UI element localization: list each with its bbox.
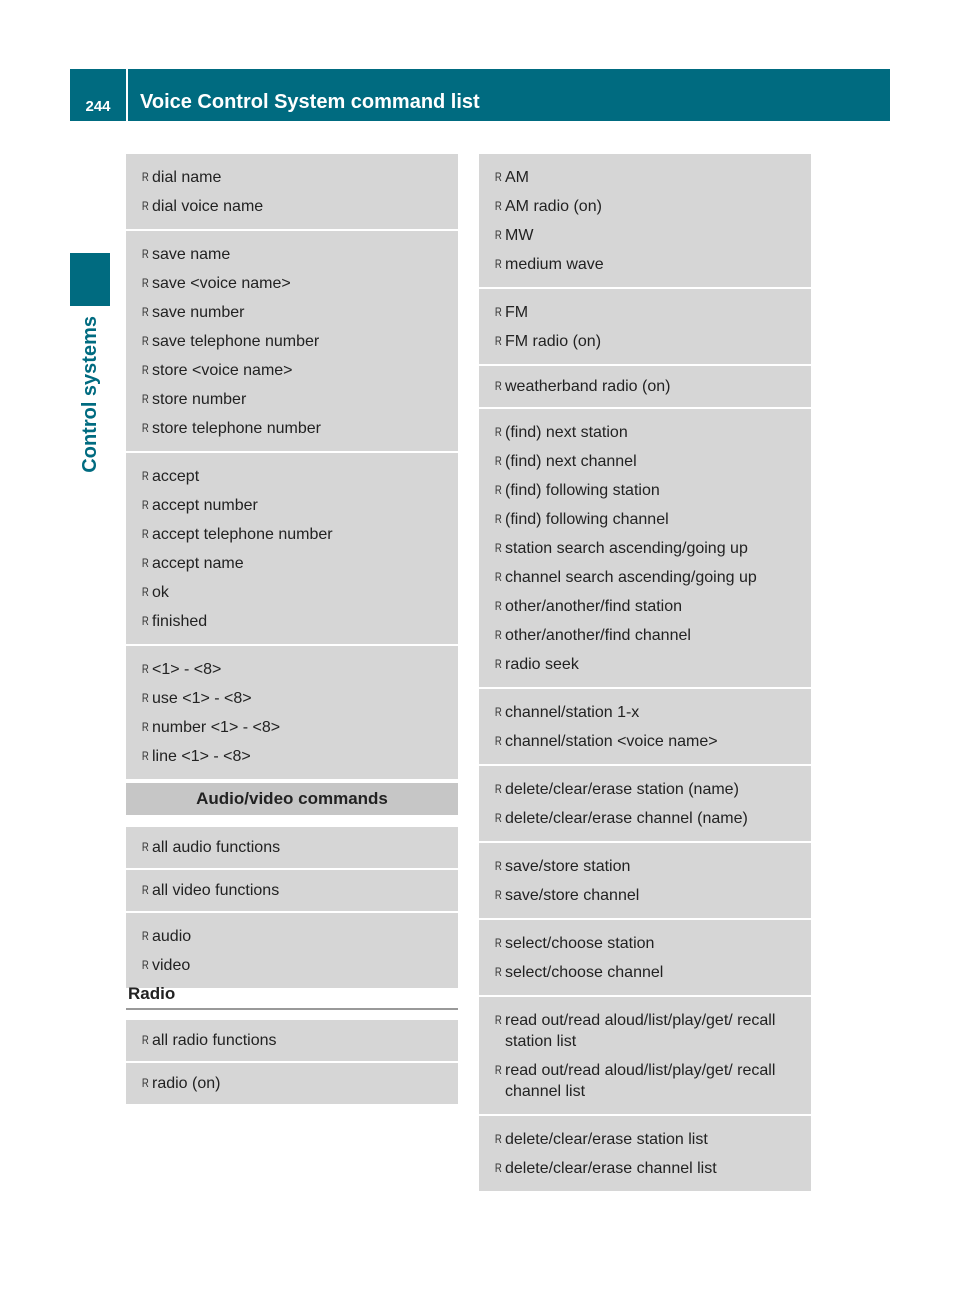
- command-group: [126, 646, 458, 781]
- command-group: [479, 843, 811, 920]
- command-item: R ok: [126, 578, 458, 607]
- command-group: [126, 453, 458, 646]
- command-group: [479, 366, 811, 409]
- side-tab-label: Control systems: [78, 316, 101, 473]
- command-item: R audio: [126, 922, 458, 951]
- command-item: R store <voice name>: [126, 356, 458, 385]
- command-group: [479, 289, 811, 366]
- side-tab: [70, 316, 110, 506]
- left-column-top: [126, 154, 458, 781]
- command-group: [479, 766, 811, 843]
- command-item: R medium wave: [479, 250, 811, 279]
- command-group: [126, 1063, 458, 1106]
- command-item: R other/another/find station: [479, 592, 811, 621]
- command-item: R read out/read aloud/list/play/get/ recall channel list: [479, 1056, 811, 1106]
- command-group: [479, 997, 811, 1116]
- radio-heading: Radio: [126, 984, 458, 1010]
- command-item: R delete/clear/erase station (name): [479, 775, 811, 804]
- command-group: [126, 1020, 458, 1063]
- page-title: Voice Control System command list: [128, 69, 890, 121]
- command-group: [126, 231, 458, 453]
- command-item: R accept name: [126, 549, 458, 578]
- command-item: R video: [126, 951, 458, 980]
- command-item: R FM radio (on): [479, 327, 811, 356]
- command-item: R delete/clear/erase channel (name): [479, 804, 811, 833]
- command-item: R save telephone number: [126, 327, 458, 356]
- command-item: R save number: [126, 298, 458, 327]
- command-item: R select/choose channel: [479, 958, 811, 987]
- command-item: R finished: [126, 607, 458, 636]
- command-item: R all radio functions: [126, 1026, 458, 1055]
- command-item: R accept number: [126, 491, 458, 520]
- command-group: [126, 913, 458, 990]
- command-group: [126, 154, 458, 231]
- command-item: R save/store channel: [479, 881, 811, 910]
- right-column: [479, 154, 811, 1193]
- command-group: [479, 689, 811, 766]
- command-item: R MW: [479, 221, 811, 250]
- command-item: R delete/clear/erase station list: [479, 1125, 811, 1154]
- command-item: R (find) following channel: [479, 505, 811, 534]
- command-item: R (find) following station: [479, 476, 811, 505]
- command-item: R radio seek: [479, 650, 811, 679]
- command-item: R save/store station: [479, 852, 811, 881]
- command-item: R (find) next channel: [479, 447, 811, 476]
- page-number: 244: [70, 69, 126, 121]
- command-item: R channel/station 1-x: [479, 698, 811, 727]
- command-item: R radio (on): [126, 1069, 458, 1098]
- command-item: R save <voice name>: [126, 269, 458, 298]
- command-item: R accept telephone number: [126, 520, 458, 549]
- audio-video-heading: Audio/video commands: [126, 783, 458, 815]
- command-item: R accept: [126, 462, 458, 491]
- command-item: R AM radio (on): [479, 192, 811, 221]
- side-tab-marker: [70, 253, 110, 306]
- command-group: [479, 409, 811, 689]
- command-item: R select/choose station: [479, 929, 811, 958]
- command-item: R store telephone number: [126, 414, 458, 443]
- command-item: R station search ascending/going up: [479, 534, 811, 563]
- command-item: R delete/clear/erase channel list: [479, 1154, 811, 1183]
- command-group: [479, 920, 811, 997]
- command-item: R channel search ascending/going up: [479, 563, 811, 592]
- radio-section: [126, 984, 458, 1106]
- command-item: R line <1> - <8>: [126, 742, 458, 771]
- command-item: R read out/read aloud/list/play/get/ recall station list: [479, 1006, 811, 1056]
- command-item: R number <1> - <8>: [126, 713, 458, 742]
- command-item: R use <1> - <8>: [126, 684, 458, 713]
- command-item: R weatherband radio (on): [479, 372, 811, 401]
- command-item: R (find) next station: [479, 418, 811, 447]
- radio-command-list: [126, 1020, 458, 1106]
- audio-video-command-list: [126, 827, 458, 990]
- command-item: R AM: [479, 163, 811, 192]
- command-item: R dial voice name: [126, 192, 458, 221]
- command-item: R all video functions: [126, 876, 458, 905]
- command-group: [479, 1116, 811, 1193]
- command-group: [126, 870, 458, 913]
- command-group: [479, 154, 811, 289]
- command-item: R store number: [126, 385, 458, 414]
- audio-video-section: [126, 783, 458, 990]
- command-item: R other/another/find channel: [479, 621, 811, 650]
- command-group: [126, 827, 458, 870]
- command-item: R <1> - <8>: [126, 655, 458, 684]
- command-item: R FM: [479, 298, 811, 327]
- command-item: R dial name: [126, 163, 458, 192]
- command-item: R channel/station <voice name>: [479, 727, 811, 756]
- command-item: R save name: [126, 240, 458, 269]
- command-item: R all audio functions: [126, 833, 458, 862]
